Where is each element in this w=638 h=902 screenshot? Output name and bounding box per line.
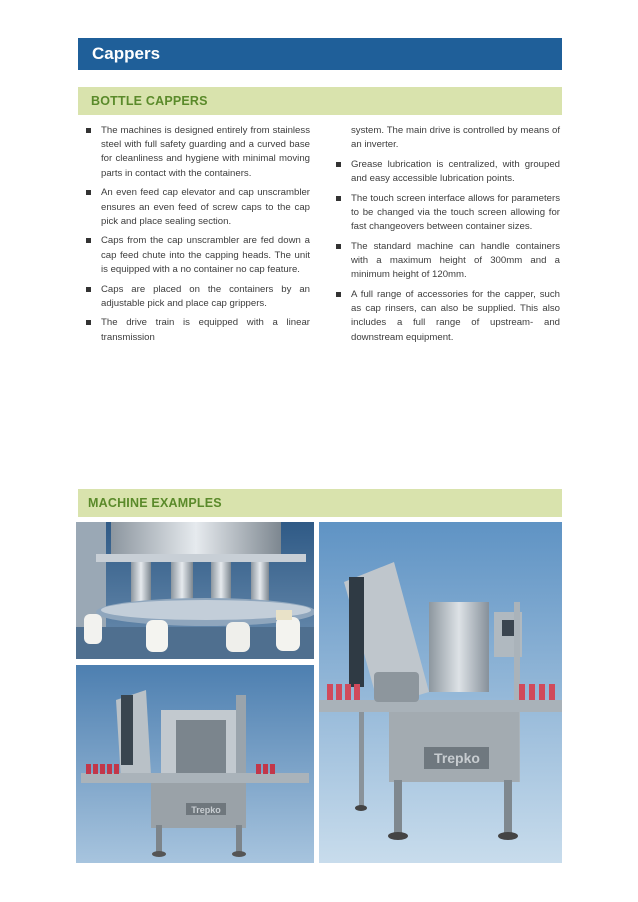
bullet-icon	[86, 320, 91, 325]
list-item: Caps are placed on the containers by an adjustable pick and place cap grippers.	[84, 283, 310, 311]
bullet-icon	[86, 238, 91, 243]
bullet-icon	[336, 292, 341, 297]
photo-capper-machine-side	[76, 665, 314, 863]
list-item: An even feed cap elevator and cap unscrambler ensures an even feed of screw caps to the cap pick and place sealing section.	[84, 186, 310, 229]
list-item: The touch screen interface allows for parameters to be changed via the touch screen allowing for fast changeovers between container sizes.	[334, 192, 560, 235]
list-item: A full range of accessories for the capper, such as cap rinsers, can also be supplied. This also includes a full range of upstream- and downstream equipment.	[334, 288, 560, 345]
section-heading-bottle-cappers: BOTTLE CAPPERS	[78, 87, 562, 115]
page-title: Cappers	[78, 38, 562, 70]
list-item-continuation: system. The main drive is controlled by means of an inverter.	[351, 125, 560, 151]
list-item: Caps from the cap unscrambler are fed down a cap feed chute into the capping heads. The unit is equipped with a no container no cap feature.	[84, 234, 310, 277]
left-column	[84, 124, 310, 350]
bullet-icon	[86, 190, 91, 195]
section-heading-machine-examples: MACHINE EXAMPLES	[78, 489, 562, 517]
bullet-icon	[86, 128, 91, 133]
brand-label: Trepko	[191, 805, 221, 815]
list-item: The drive train is equipped with a linear transmission	[84, 316, 310, 344]
list-item: The machines is designed entirely from stainless steel with full safety guarding and a curved base for cleanliness and hygiene with minimal moving parts in contact with the containers.	[84, 124, 310, 181]
brand-label: Trepko	[434, 750, 480, 766]
list-item: Grease lubrication is centralized, with grouped and easy accessible lubrication points.	[334, 158, 560, 186]
photo-capping-heads-closeup	[76, 522, 314, 659]
bullet-icon	[336, 162, 341, 167]
list-item: The standard machine can handle containers with a maximum height of 300mm and a minimum height of 120mm.	[334, 240, 560, 283]
bullet-icon	[336, 196, 341, 201]
bullet-icon	[336, 244, 341, 249]
bullet-icon	[86, 287, 91, 292]
right-column	[334, 124, 560, 350]
photo-capper-machine-front	[319, 522, 562, 863]
